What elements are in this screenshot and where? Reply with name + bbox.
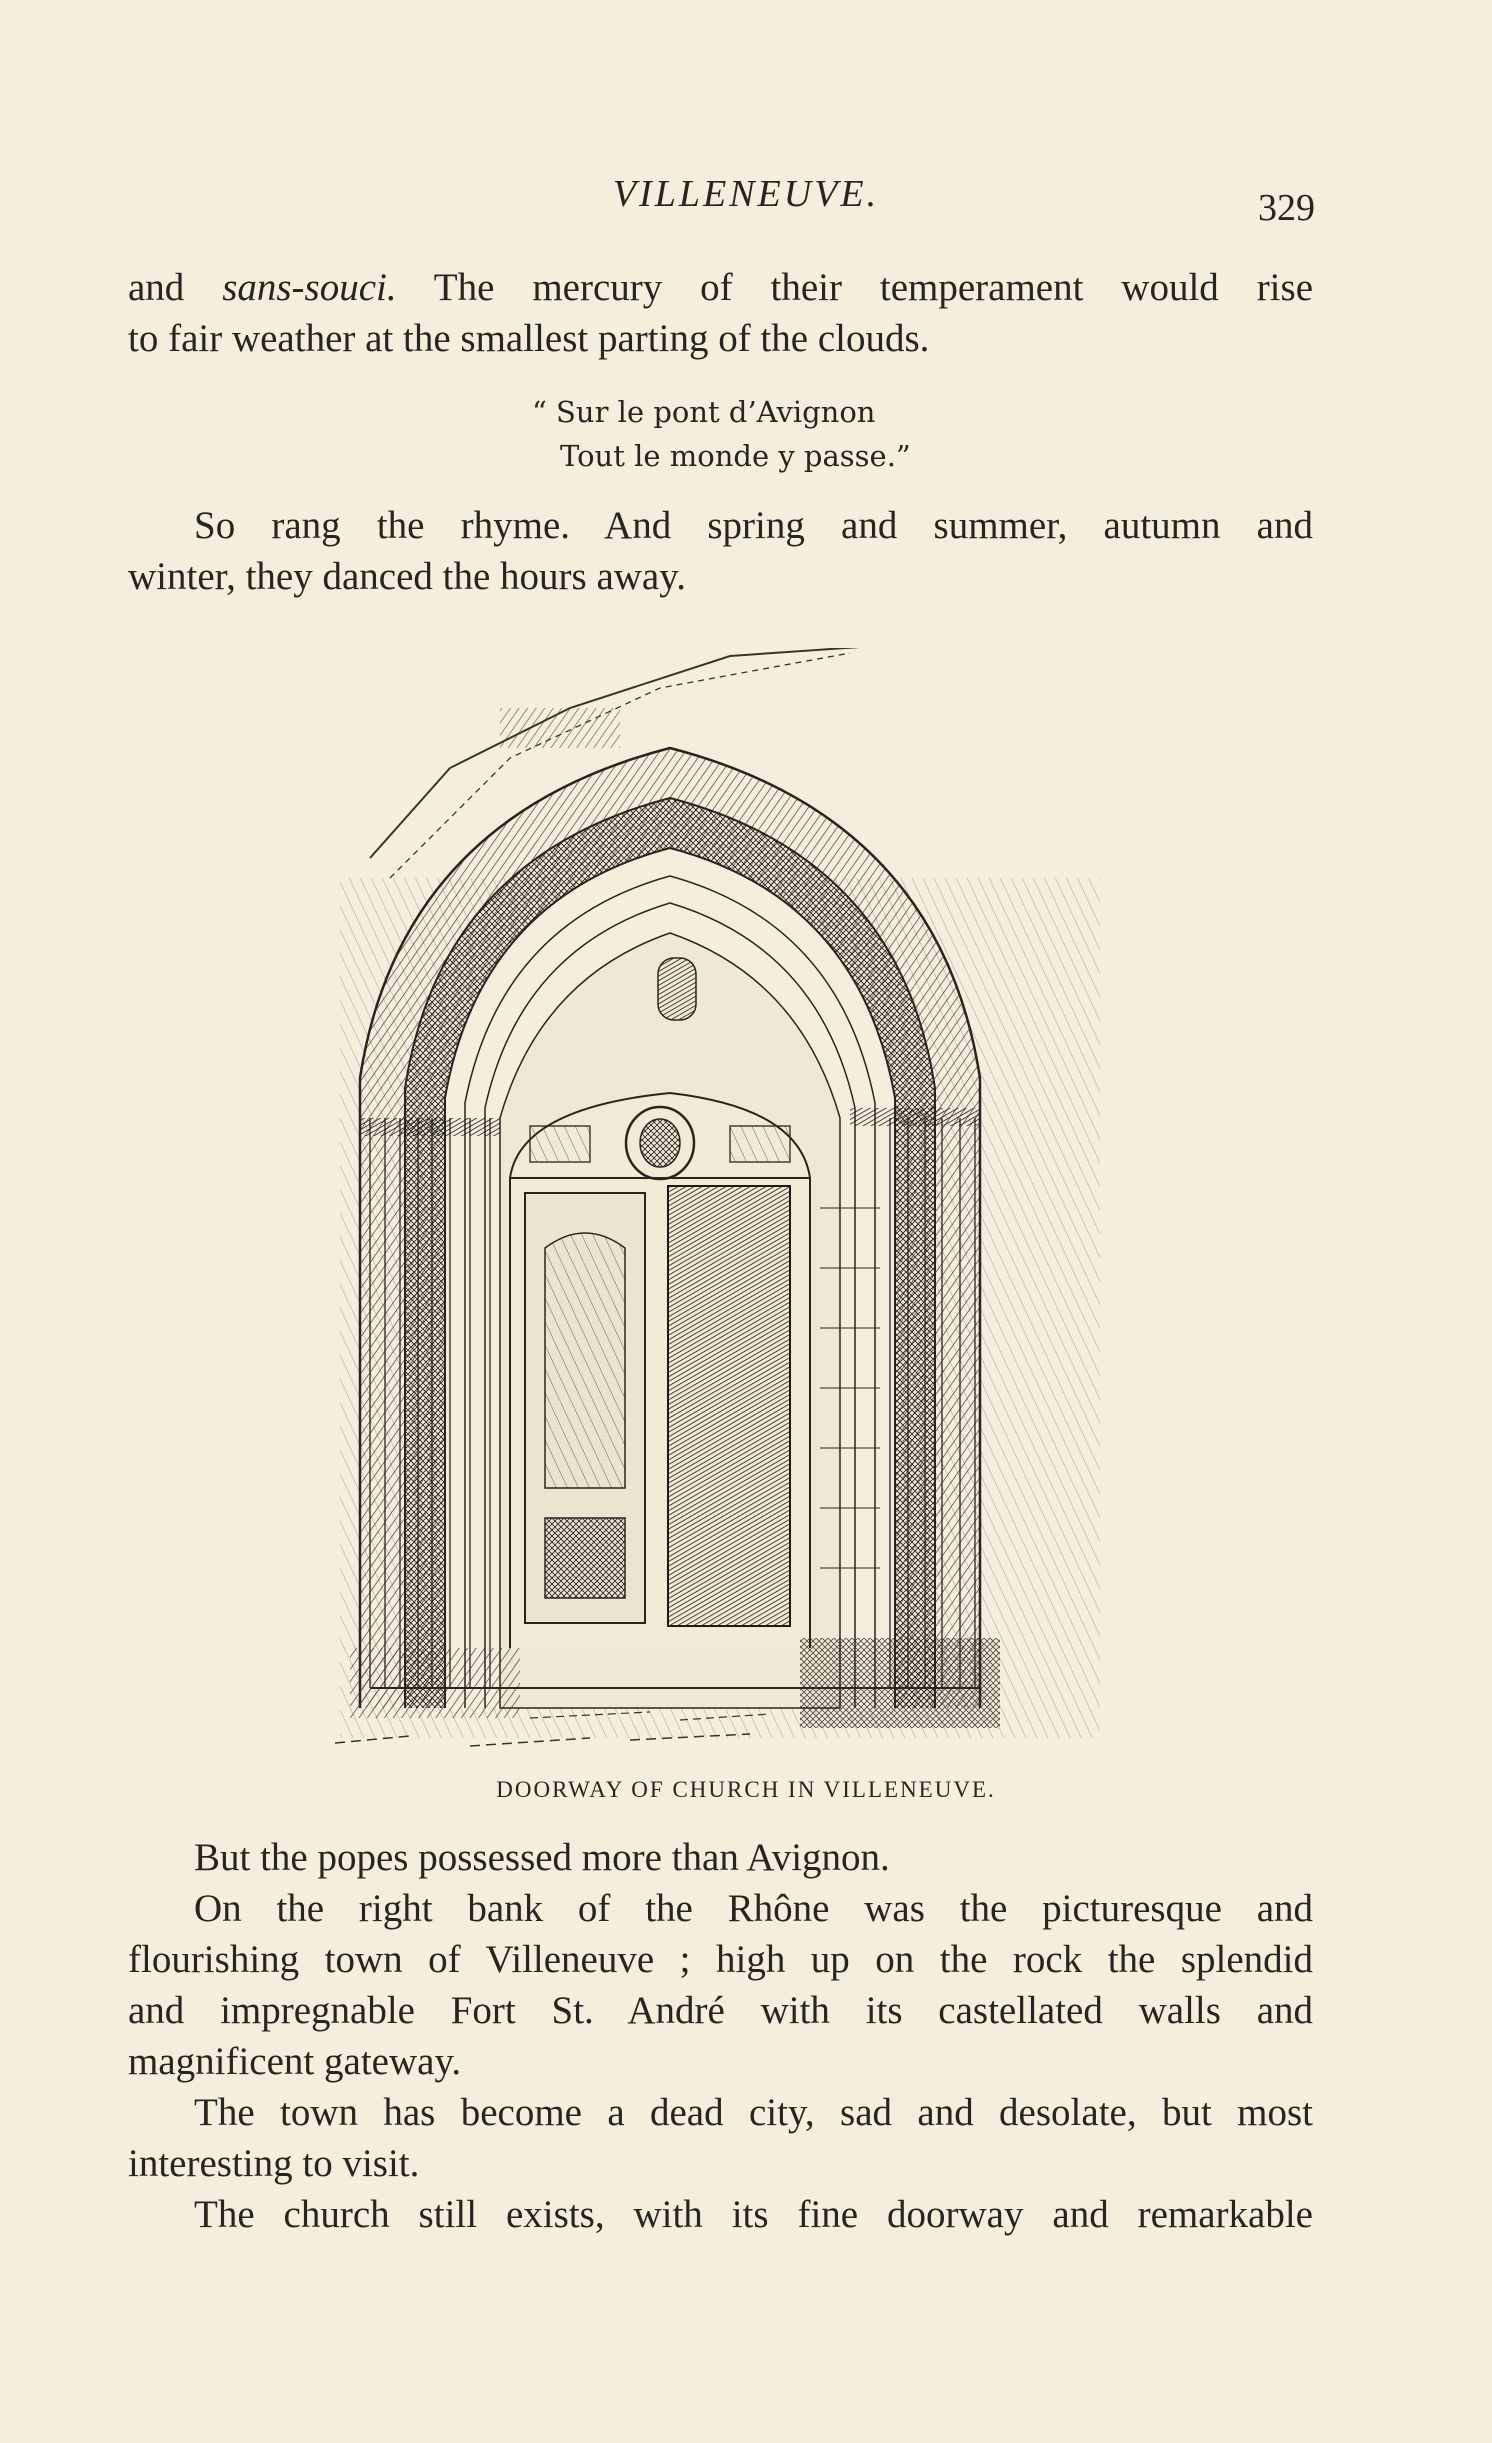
- paragraph-2: [128, 500, 1313, 602]
- paragraph-4-line-4: magnificent gateway.: [128, 2040, 462, 2083]
- text-fragment: and: [128, 266, 223, 309]
- paragraph-2-line-2: winter, they danced the hours away.: [128, 555, 686, 598]
- paragraph-5: [128, 2087, 1313, 2189]
- paragraph-4-line-3: and impregnable Fort St. André with its castellated walls and: [128, 1989, 1313, 2032]
- paragraph-4: [128, 1883, 1313, 2087]
- paragraph-5-line-2: interesting to visit.: [128, 2142, 420, 2185]
- paragraph-4-line-1: On the right bank of the Rhône was the picturesque and: [194, 1887, 1313, 1930]
- verse-line-2: Tout le monde y passe.”: [560, 439, 911, 473]
- paragraph-4-line-2: flourishing town of Villeneuve ; high up on the rock the splendid: [128, 1938, 1313, 1981]
- paragraph-1-line-1: [128, 262, 1313, 313]
- church-doorway-illustration: [330, 648, 1100, 1763]
- page-number: 329: [1258, 187, 1315, 229]
- paragraph-2-line-1: So rang the rhyme. And spring and summer, autumn and: [194, 504, 1313, 547]
- paragraph-5-line-1: The town has become a dead city, sad and desolate, but most: [194, 2091, 1313, 2134]
- paragraph-6-line-1: The church still exists, with its fine doorway and remarkable: [194, 2193, 1313, 2236]
- text-fragment: The mercury of their temperament would rise: [396, 266, 1313, 309]
- verse-line-1: “ Sur le pont d’Avignon: [532, 395, 876, 429]
- italic-phrase: sans-souci.: [222, 266, 397, 309]
- running-title: VILLENEUVE.: [612, 173, 880, 215]
- paragraph-1: [128, 262, 1313, 364]
- paragraph-1-line-2: to fair weather at the smallest parting of the clouds.: [128, 317, 930, 360]
- paragraph-3-line-1: But the popes possessed more than Avignon.: [194, 1836, 890, 1879]
- figure-caption: DOORWAY OF CHURCH IN VILLENEUVE.: [496, 1777, 996, 1802]
- paragraph-6: [128, 2189, 1313, 2240]
- doorway-engraving: [330, 648, 1100, 1763]
- verse-quote: [532, 390, 911, 478]
- paragraph-3: [128, 1832, 1313, 1883]
